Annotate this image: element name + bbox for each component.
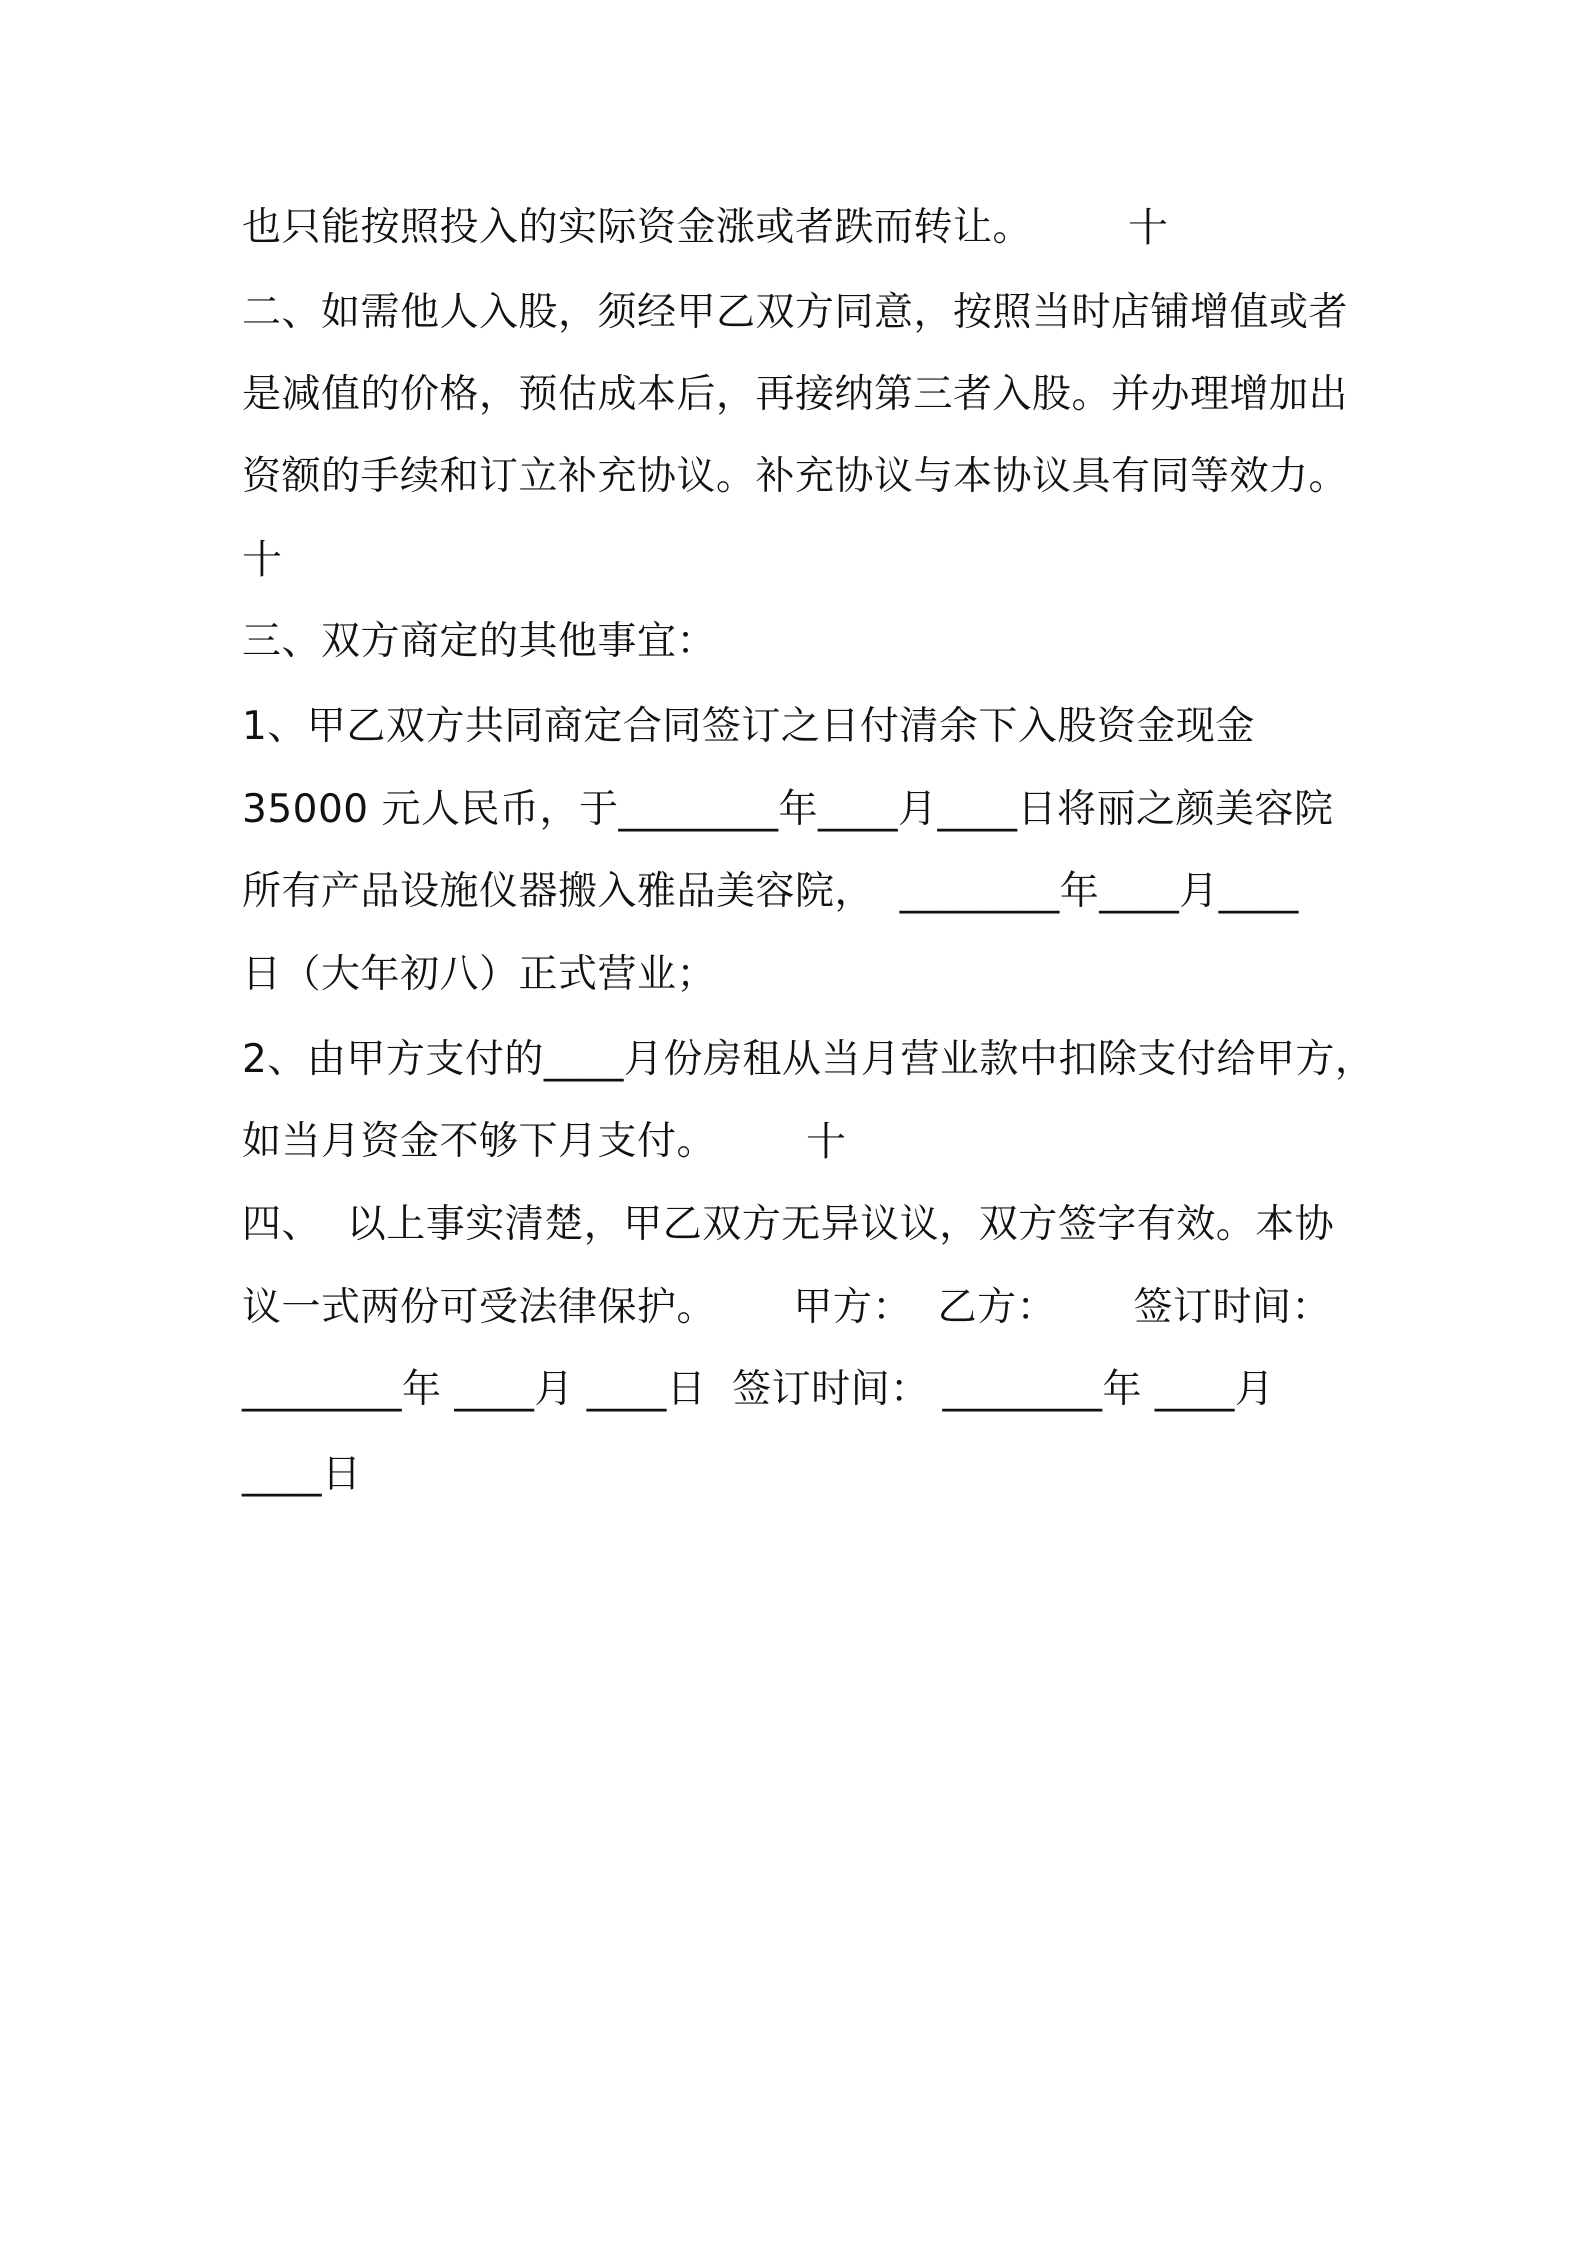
- text-line: ____日: [242, 1452, 362, 1497]
- text-line: ________年 ____月 ____日 签订时间： ________年 ____月: [242, 1367, 1275, 1412]
- cross-mark: 十: [242, 537, 282, 583]
- text-line: 1、甲乙双方共同商定合同签订之日付清余下入股资金现金: [242, 704, 1255, 749]
- text-line: 四、 以上事实清楚，甲乙双方无异议议，双方签字有效。本协: [242, 1202, 1335, 1247]
- text-line: 日（大年初八）正式营业；: [242, 952, 717, 997]
- text-line: 所有产品设施仪器搬入雅品美容院， ________年____月____: [242, 869, 1299, 914]
- text-line: 议一式两份可受法律保护。 甲方： 乙方： 签订时间：: [242, 1285, 1332, 1330]
- text-line: 资额的手续和订立补充协议。补充协议与本协议具有同等效力。: [242, 454, 1349, 499]
- text-line: 二、如需他人入股，须经甲乙双方同意，按照当时店铺增值或者: [242, 290, 1349, 335]
- text-line: 是减值的价格，预估成本后，再接纳第三者入股。并办理增加出: [242, 372, 1349, 417]
- cross-mark: 十: [806, 1119, 846, 1165]
- text-line: 三、双方商定的其他事宜：: [242, 619, 717, 664]
- text-line: 2、由甲方支付的____月份房租从当月营业款中扣除支付给甲方，: [242, 1037, 1375, 1082]
- text-line: 也只能按照投入的实际资金涨或者跌而转让。: [242, 205, 1033, 250]
- text-line: 如当月资金不够下月支付。: [242, 1119, 717, 1164]
- cross-mark: 十: [1128, 205, 1168, 251]
- text-line: 35000 元人民币，于________年____月____日将丽之颜美容院: [242, 787, 1334, 832]
